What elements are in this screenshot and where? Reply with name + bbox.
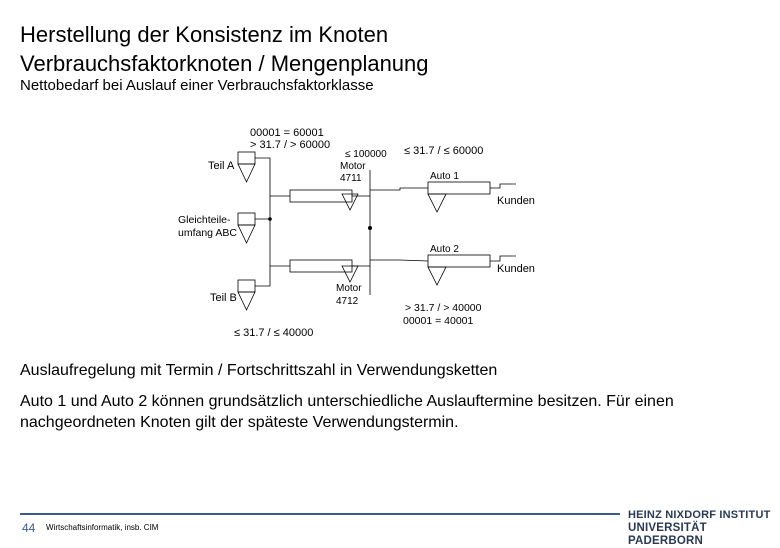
label-bottom-cond: ≤ 31.7 / ≤ 40000: [234, 327, 314, 339]
logo-line-1: HEINZ NIXDORF INSTITUT: [628, 509, 771, 521]
paragraph-explanation: Auto 1 und Auto 2 können grundsätzlich unterschiedliche Auslauftermine besitzen. Für einen nachgeordneten Knoten gilt der späteste Verwendungstermin.: [20, 393, 674, 431]
label-auto-2: Auto 2: [430, 244, 459, 255]
title-line-1: Herstellung der Konsistenz im Knoten: [20, 22, 389, 47]
teil-a-triangle: [238, 164, 255, 182]
footer-text: Wirtschaftsinformatik, insb. CIM: [46, 523, 159, 532]
slide-title: [20, 20, 429, 78]
junction-dot: [368, 226, 372, 230]
title-line-2: Verbrauchsfaktorknoten / Mengenplanung: [20, 51, 429, 76]
material-flow-diagram: [170, 120, 550, 345]
paragraph-auslaufregelung: Auslaufregelung mit Termin / Fortschrittszahl in Verwendungsketten: [20, 362, 498, 379]
label-motor-2-code: 4712: [336, 296, 359, 307]
label-motor-cond: ≤ 100000: [345, 149, 387, 160]
label-bottom-right-code: 00001 = 40001: [403, 315, 474, 327]
teil-a-box: [238, 152, 255, 164]
motor-4712-triangle: [342, 266, 358, 282]
label-teil-a: Teil A: [208, 160, 235, 172]
footer-divider: [20, 513, 620, 515]
label-top-code: 00001 = 60001: [250, 127, 324, 139]
label-teil-b: Teil B: [210, 292, 237, 304]
institute-logo: [628, 509, 780, 548]
slide-subtitle: Nettobedarf bei Auslauf einer Verbrauchsfaktorklasse: [20, 77, 374, 94]
gleichteile-triangle: [238, 225, 255, 243]
gleichteile-box: [238, 213, 255, 225]
auto-2-triangle: [428, 267, 446, 285]
label-motor-name: Motor: [340, 161, 366, 172]
label-gleichteile-2: umfang ABC: [178, 227, 237, 239]
label-top-cond: > 31.7 / > 60000: [250, 139, 331, 151]
label-motor-code: 4711: [340, 173, 362, 184]
label-auto-1-cond: ≤ 31.7 / ≤ 60000: [404, 145, 484, 157]
label-motor-2-name: Motor: [336, 283, 362, 294]
auto-1-box: [428, 182, 490, 194]
label-kunden-2: Kunden: [497, 263, 535, 275]
label-gleichteile-1: Gleichteile-: [178, 214, 231, 226]
page-number: 44: [22, 521, 36, 535]
junction-dot: [268, 217, 272, 221]
teil-b-box: [238, 280, 255, 292]
logo-line-2: UNIVERSITÄT PADERBORN: [628, 522, 707, 547]
auto-2-box: [428, 255, 490, 267]
label-kunden-1: Kunden: [497, 195, 535, 207]
teil-b-triangle: [238, 292, 255, 310]
label-bottom-right-cond: > 31.7 / > 40000: [405, 302, 482, 314]
label-auto-1: Auto 1: [430, 171, 459, 182]
auto-1-triangle: [428, 194, 446, 212]
